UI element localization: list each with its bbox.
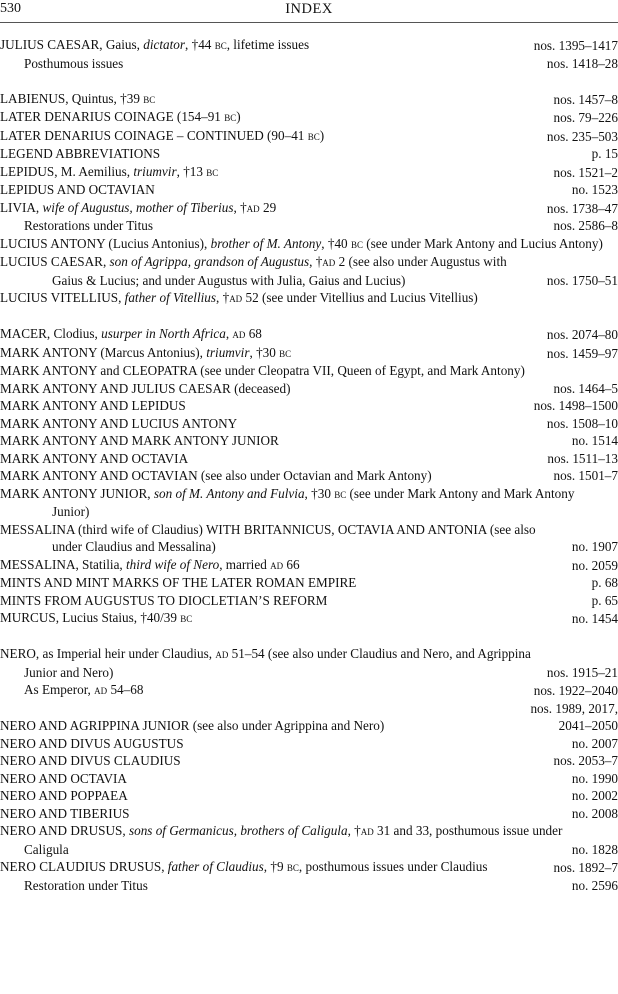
reference-line: no. 2008 — [571, 805, 618, 821]
index-entry — [0, 199, 618, 218]
index-entry — [0, 145, 618, 163]
entry-text: MARK ANTONY AND LUCIUS ANTONY — [0, 415, 238, 431]
entry-text: MINTS AND MINT MARKS OF THE LATER ROMAN EMPIRE — [0, 575, 357, 590]
entry-text: Restoration under Titus — [24, 877, 148, 893]
index-entry — [0, 681, 618, 700]
index-entry — [0, 485, 618, 521]
reference-line: no. 1523 — [571, 182, 618, 197]
entry-reference — [547, 272, 618, 290]
entry-text: NERO, as Imperial heir under Claudius, ad 51–54 (see also under Claudius and Nero, and Agrippina Junior and Nero) — [0, 646, 531, 680]
reference-line: no. 2007 — [571, 735, 618, 751]
entry-text: MESSALINA, Statilia, third wife of Nero, married ad 66 — [0, 556, 300, 572]
entry-text: LEPIDUS, M. Aemilius, triumvir, †13 bc — [0, 163, 219, 179]
index-entry — [0, 235, 618, 254]
entry-text: MESSALINA (third wife of Claudius) WITH BRITANNICUS, OCTAVIA AND ANTONIA (see also under Claudius and Messalina) — [0, 521, 536, 554]
entry-text: LATER DENARIUS COINAGE (154–91 bc) — [0, 109, 241, 124]
reference-line: nos. 1915–21 — [546, 664, 618, 680]
reference-line: nos. 1395–1417 — [533, 38, 618, 53]
entry-text: MARK ANTONY AND MARK ANTONY JUNIOR — [0, 433, 279, 448]
reference-line: nos. 235–503 — [546, 128, 618, 144]
reference-line: no. 1828 — [571, 841, 618, 857]
reference-line: no. 1514 — [571, 433, 618, 448]
reference-line: nos. 1750–51 — [546, 272, 618, 288]
entry-reference — [554, 109, 618, 127]
entry-reference — [554, 752, 618, 770]
index-entry — [0, 805, 618, 823]
entry-reference — [547, 200, 618, 218]
reference-line: no. 2596 — [571, 877, 618, 893]
entry-text: JULIUS CAESAR, Gaius, dictator, †44 bc, lifetime issues — [0, 37, 310, 52]
entry-text: NERO AND DIVUS AUGUSTUS — [0, 735, 184, 751]
entry-text: MARK ANTONY AND LEPIDUS — [0, 398, 186, 413]
entry-reference — [530, 700, 618, 735]
index-entry — [0, 822, 618, 858]
reference-line: no. 1454 — [571, 611, 618, 626]
entry-text: MACER, Clodius, usurper in North Africa, ad 68 — [0, 326, 262, 341]
index-entry — [0, 700, 618, 735]
entry-reference — [554, 380, 618, 398]
entry-text: MARK ANTONY AND JULIUS CAESAR (deceased) — [0, 380, 291, 396]
entry-text: LIVIA, wife of Augustus, mother of Tiberius, †ad 29 — [0, 199, 277, 215]
entry-text: LEPIDUS AND OCTAVIAN — [0, 182, 155, 197]
index-entry — [0, 127, 618, 146]
index-entry — [0, 415, 618, 433]
index-entry — [0, 90, 618, 109]
index-entry — [0, 752, 618, 770]
index-entry — [0, 645, 618, 681]
reference-line: p. 15 — [591, 146, 618, 161]
entry-reference — [572, 181, 618, 199]
entry-text: As Emperor, ad 54–68 — [24, 682, 144, 697]
entry-reference — [572, 877, 618, 895]
page-title: INDEX — [285, 1, 333, 17]
reference-line: nos. 1508–10 — [546, 415, 618, 431]
index-entry — [0, 217, 618, 235]
entry-text: NERO AND DIVUS CLAUDIUS — [0, 753, 181, 768]
entry-text: NERO CLAUDIUS DRUSUS, father of Claudius, †9 bc, posthumous issues under Claudius — [0, 859, 488, 874]
header-rule — [0, 22, 618, 23]
entry-text: LUCIUS VITELLIUS, father of Vitellius, †ad 52 (see under Vitellius and Lucius Vitellius) — [0, 290, 478, 305]
index-entry — [0, 325, 618, 344]
entry-reference — [592, 145, 618, 163]
index-entry — [0, 181, 618, 199]
entry-text: MURCUS, Lucius Staius, †40/39 bc — [0, 610, 193, 625]
index-entry — [0, 362, 618, 380]
entry-reference — [547, 664, 618, 682]
entry-reference — [554, 164, 618, 182]
index-entry — [0, 521, 618, 556]
page-number: 530 — [0, 1, 21, 16]
reference-line: p. 65 — [591, 592, 618, 608]
entry-text: NERO AND POPPAEA — [0, 788, 128, 803]
index-entry — [0, 432, 618, 450]
entry-text: LEGEND ABBREVIATIONS — [0, 146, 161, 161]
entry-reference — [572, 841, 618, 859]
entry-reference — [572, 557, 618, 575]
entry-reference — [554, 859, 618, 877]
reference-line: no. 1907 — [571, 539, 618, 554]
index-entry — [0, 450, 618, 468]
index-entry — [0, 858, 618, 877]
entry-reference — [572, 805, 618, 823]
reference-line: nos. 1738–47 — [546, 200, 618, 216]
reference-line: nos. 2074–80 — [546, 327, 618, 342]
reference-line: nos. 1464–5 — [553, 380, 618, 396]
reference-line: nos. 1511–13 — [547, 450, 618, 466]
reference-line: nos. 2586–8 — [553, 218, 618, 233]
entry-reference — [554, 467, 618, 485]
entry-reference — [534, 682, 618, 700]
index-entry — [0, 787, 618, 805]
entry-text: LATER DENARIUS COINAGE – CONTINUED (90–41 bc) — [0, 127, 325, 143]
reference-line: p. 68 — [591, 575, 618, 590]
index-entry — [0, 108, 618, 127]
index-entry — [0, 380, 618, 398]
index-entry — [0, 289, 618, 308]
entry-text: MARK ANTONY (Marcus Antonius), triumvir, †30 bc — [0, 344, 292, 360]
entry-reference — [547, 128, 618, 146]
reference-line: nos. 1498–1500 — [533, 398, 618, 413]
reference-line: nos. 1521–2 — [553, 164, 618, 180]
entry-text: LUCIUS ANTONY (Lucius Antonius), brother of M. Antony, †40 bc (see under Mark Antony and Lucius Antony) — [0, 235, 603, 251]
page-header — [0, 0, 618, 22]
entry-text: LUCIUS CAESAR, son of Agrippa, grandson of Augustus, †ad 2 (see also under Augustus with Gaius & Lucius; and under Augustus with Julia, Gaius and Lucius) — [0, 254, 507, 288]
entry-text: MARK ANTONY JUNIOR, son of M. Antony and Fulvia, †30 bc (see under Mark Antony and Mark Antony Junior) — [0, 485, 575, 519]
entry-reference — [592, 592, 618, 610]
entry-text: MARK ANTONY AND OCTAVIAN (see also under Octavian and Mark Antony) — [0, 468, 432, 483]
index-entry — [0, 770, 618, 788]
entry-reference — [572, 538, 618, 556]
index-entry — [0, 735, 618, 753]
entry-reference — [547, 450, 618, 468]
index-entry — [0, 344, 618, 363]
reference-line: nos. 2053–7 — [553, 753, 618, 768]
entry-reference — [592, 574, 618, 592]
reference-line: nos. 1459–97 — [546, 345, 618, 361]
index-entry — [0, 163, 618, 182]
reference-line: nos. 1501–7 — [553, 468, 618, 483]
reference-line: nos. 79–226 — [553, 110, 618, 125]
entry-text: Posthumous issues — [24, 55, 124, 71]
reference-line: nos. 1922–2040 — [533, 683, 618, 698]
entry-reference — [554, 91, 618, 109]
reference-line: no. 1990 — [571, 770, 618, 786]
section-gap — [0, 72, 618, 90]
reference-line: no. 2002 — [571, 788, 618, 803]
entry-text: NERO AND DRUSUS, sons of Germanicus, brothers of Caligula, †ad 31 and 33, posthumous issue under Caligula — [0, 823, 563, 857]
entry-reference — [554, 217, 618, 235]
entry-text: MARK ANTONY and CLEOPATRA (see under Cleopatra VII, Queen of Egypt, and Mark Antony) — [0, 363, 525, 378]
entry-reference — [572, 735, 618, 753]
entry-text: NERO AND TIBERIUS — [0, 805, 130, 821]
entry-text: Restorations under Titus — [24, 218, 153, 233]
reference-line: nos. 1457–8 — [553, 91, 618, 107]
index-entry — [0, 877, 618, 895]
entry-reference — [572, 770, 618, 788]
entry-reference — [572, 432, 618, 450]
reference-line: nos. 1892–7 — [553, 860, 618, 875]
entry-text: LABIENUS, Quintus, †39 bc — [0, 90, 156, 106]
entry-text: NERO AND OCTAVIA — [0, 770, 127, 786]
entry-reference — [572, 610, 618, 628]
entry-reference — [534, 397, 618, 415]
index-entry — [0, 253, 618, 289]
index-entry — [0, 556, 618, 575]
index-entries — [0, 36, 618, 894]
index-entry — [0, 592, 618, 610]
index-entry — [0, 397, 618, 415]
reference-line: no. 2059 — [571, 557, 618, 573]
reference-line: nos. 1989, 2017, — [530, 700, 618, 716]
section-gap — [0, 628, 618, 646]
entry-reference — [547, 415, 618, 433]
reference-line: 2041–2050 — [558, 718, 618, 733]
index-entry — [0, 467, 618, 485]
section-gap — [0, 308, 618, 326]
entry-text: MARK ANTONY AND OCTAVIA — [0, 450, 189, 466]
index-entry — [0, 55, 618, 73]
reference-line: nos. 1418–28 — [546, 55, 618, 71]
entry-reference — [534, 37, 618, 55]
entry-reference — [547, 345, 618, 363]
entry-reference — [572, 787, 618, 805]
index-entry — [0, 574, 618, 592]
index-entry — [0, 609, 618, 628]
entry-reference — [547, 326, 618, 344]
index-entry — [0, 36, 618, 55]
entry-reference — [547, 55, 618, 73]
entry-text: NERO AND AGRIPPINA JUNIOR (see also under Agrippina and Nero) — [0, 718, 385, 733]
entry-text: MINTS FROM AUGUSTUS TO DIOCLETIAN’S REFORM — [0, 592, 328, 608]
